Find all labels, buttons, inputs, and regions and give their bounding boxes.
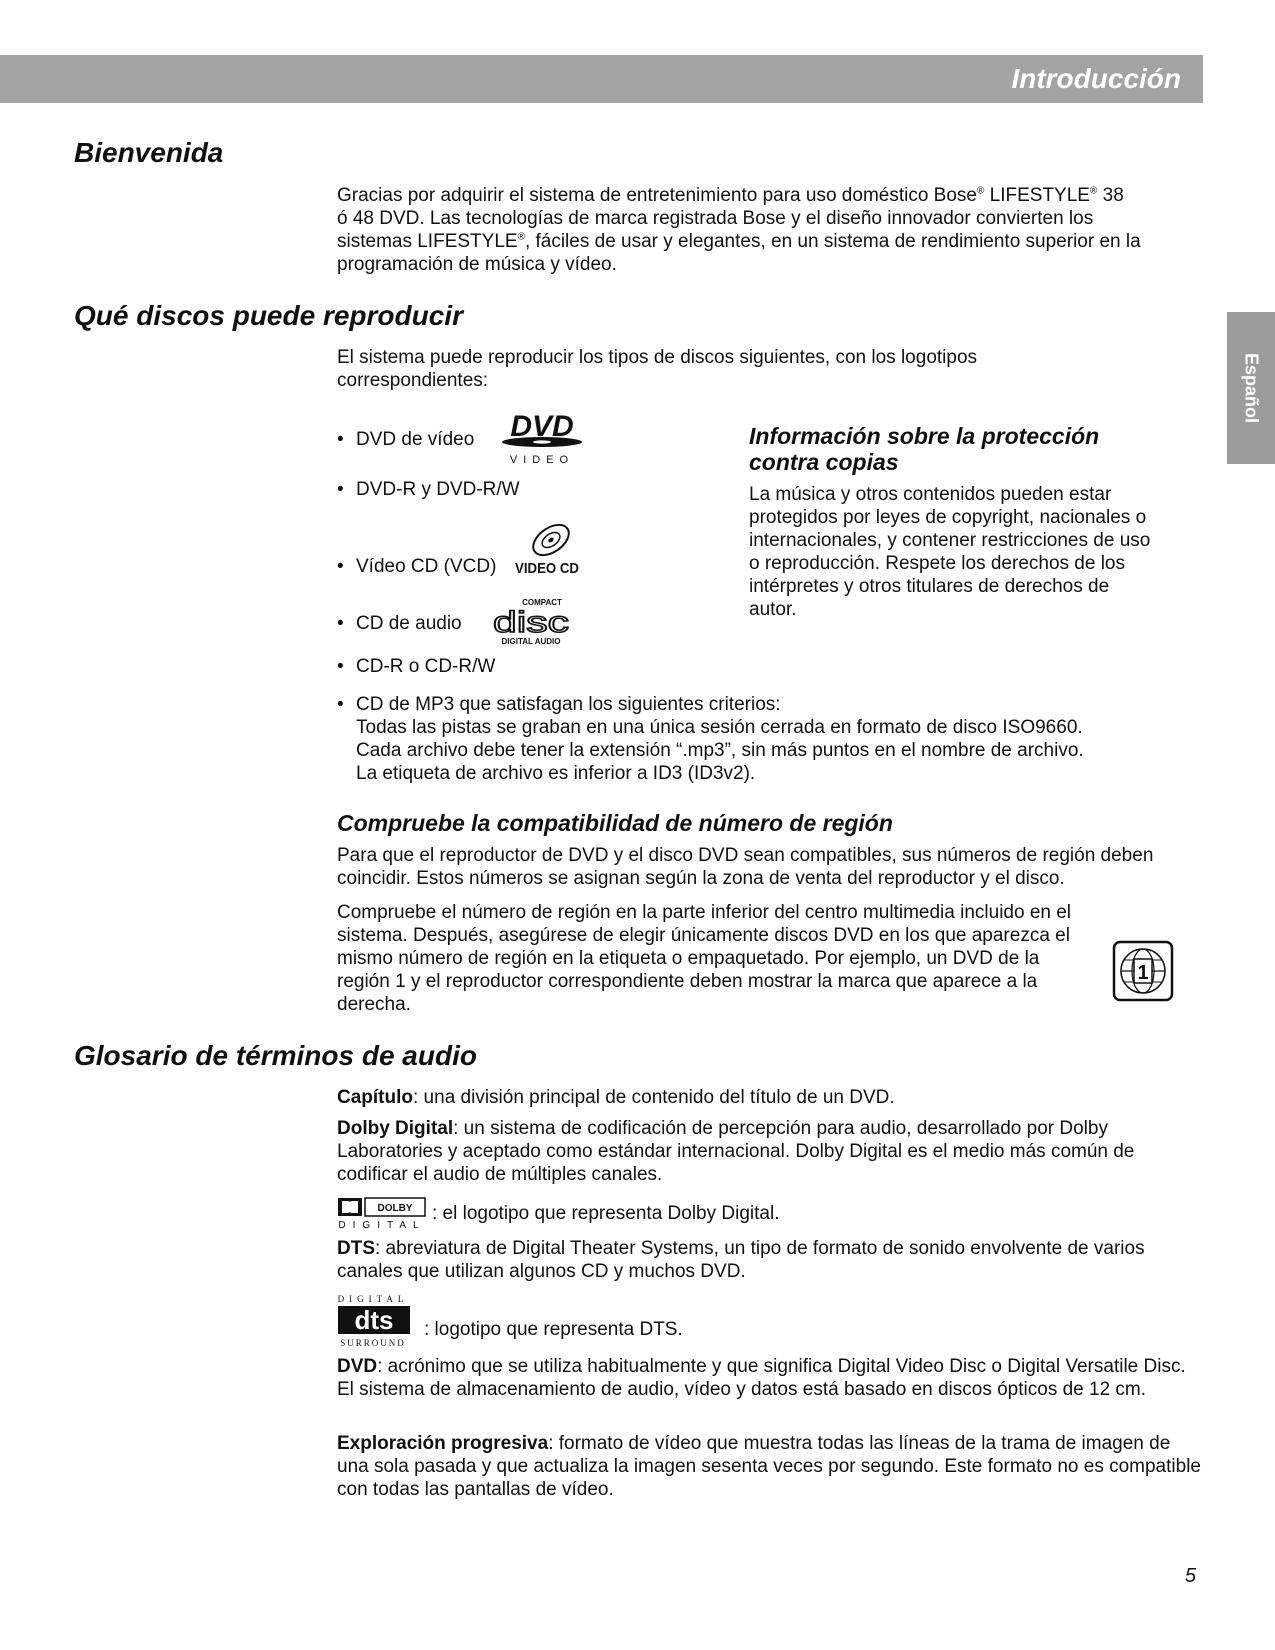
svg-text:1: 1 bbox=[1137, 962, 1149, 984]
discs-intro: El sistema puede reproducir los tipos de discos siguientes, con los logotipos correspondientes: bbox=[337, 347, 978, 391]
region-paragraph-1: Para que el reproductor de DVD y el disco DVD sean compatibles, sus números de región deben coincidir. Estos números se asignan según la zona de venta del reproductor y el disco. bbox=[337, 845, 1154, 889]
list-item: • Vídeo CD (VCD) bbox=[337, 556, 497, 577]
dolby-digital-logo bbox=[337, 1197, 429, 1231]
svg-text:disc: disc bbox=[493, 606, 569, 639]
dts-logo-caption: : logotipo que representa DTS. bbox=[424, 1319, 683, 1340]
svg-text:VIDEO CD: VIDEO CD bbox=[515, 560, 580, 577]
svg-text:DIGITAL AUDIO: DIGITAL AUDIO bbox=[501, 637, 561, 646]
svg-text:VIDEO: VIDEO bbox=[509, 454, 575, 466]
section-header-bar bbox=[0, 55, 1203, 103]
list-item: • DVD de vídeo bbox=[337, 429, 475, 450]
welcome-paragraph: Gracias por adquirir el sistema de entretenimiento para uso doméstico Bose® LIFESTYLE® 38 ó 48 DVD. Las tecnologías de marca registrada Bose y el diseño innovador convierten los sistemas LIFESTYLE®, fáciles de usar y elegantes, en un sistema de rendimiento superior en la programación de música y vídeo. bbox=[337, 185, 1141, 275]
compact-disc-logo bbox=[490, 596, 572, 648]
video-cd-logo bbox=[513, 520, 581, 578]
svg-text:DIGITAL: DIGITAL bbox=[338, 1220, 426, 1231]
copy-protection-box bbox=[749, 423, 1169, 621]
region-1-badge bbox=[1112, 940, 1174, 1002]
region-heading: Compruebe la compatibilidad de número de región bbox=[337, 810, 893, 836]
glossary-entry: DVD: acrónimo que se utiliza habitualmente y que significa Digital Video Disc o Digital Versatile Disc. El sistema de almacenamiento de audio, vídeo y datos está basado en discos ópticos de 12 cm. bbox=[337, 1356, 1186, 1400]
svg-text:DVD: DVD bbox=[510, 410, 574, 443]
svg-text:DIGITAL: DIGITAL bbox=[337, 1294, 409, 1304]
page-number: 5 bbox=[1184, 1565, 1196, 1587]
svg-text:COMPACT: COMPACT bbox=[522, 598, 562, 607]
dolby-logo-caption: : el logotipo que representa Dolby Digital. bbox=[432, 1203, 780, 1224]
svg-text:dts: dts bbox=[354, 1305, 394, 1335]
language-tab-label: Español bbox=[1241, 352, 1262, 424]
list-item: • CD de audio bbox=[337, 613, 462, 634]
svg-text:DOLBY: DOLBY bbox=[377, 1203, 413, 1214]
dts-logo bbox=[337, 1292, 415, 1350]
region-paragraph-2: Compruebe el número de región en la parte inferior del centro multimedia incluido en el sistema. Después, asegúrese de elegir únicamente discos DVD en los que aparezca el mismo número de región en la etiqueta o empaquetado. Por ejemplo, un DVD de la región 1 y el reproductor correspondiente deben mostrar la marca que aparece a la derecha. bbox=[337, 902, 1072, 1015]
glossary-entry: Exploración progresiva: formato de vídeo que muestra todas las líneas de la trama de imagen de una sola pasada y que actualiza la imagen sesenta veces por segundo. Este formato no es compatible con todas las pantallas de vídeo. bbox=[337, 1433, 1201, 1500]
discs-heading: Qué discos puede reproducir bbox=[74, 300, 463, 331]
language-tab bbox=[1227, 312, 1275, 464]
svg-text:SURROUND: SURROUND bbox=[340, 1338, 406, 1348]
glossary-entry: Dolby Digital: un sistema de codificación de percepción para audio, desarrollado por Dolby Laboratories y aceptado como estándar internacional. Dolby Digital es el medio más común de codificar el audio de múltiples canales. bbox=[337, 1118, 1135, 1185]
list-item: • DVD-R y DVD-R/W bbox=[337, 479, 520, 500]
section-title: Introducción bbox=[1011, 63, 1181, 94]
list-item: • CD-R o CD-R/W bbox=[337, 656, 496, 677]
glossary-entry: DTS: abreviatura de Digital Theater Systems, un tipo de formato de sonido envolvente de varios canales que utilizan algunos CD y muchos DVD. bbox=[337, 1238, 1145, 1282]
list-item: • CD de MP3 que satisfagan los siguientes criterios: Todas las pistas se graban en una única sesión cerrada en formato de disco ISO9660. Cada archivo debe tener la extensión “.mp3”, sin más puntos en el nombre de archivo. La etiqueta de archivo es inferior a ID3 (ID3v2). bbox=[337, 694, 1084, 784]
glossary-heading: Glosario de términos de audio bbox=[74, 1040, 477, 1071]
dvd-video-logo bbox=[495, 408, 590, 468]
region-section bbox=[337, 810, 1207, 1016]
copy-protection-body: La música y otros contenidos pueden estar protegidos por leyes de copyright, nacionales o internacionales, y contener restricciones de uso o reproducción. Respete los derechos de los intérpretes y otros titulares de derechos de autor. bbox=[749, 484, 1151, 620]
welcome-heading: Bienvenida bbox=[74, 137, 224, 168]
copy-protection-heading: Información sobre la protección contra copias bbox=[749, 423, 1100, 475]
glossary-entry: Capítulo: una división principal de contenido del título de un DVD. bbox=[337, 1087, 895, 1108]
